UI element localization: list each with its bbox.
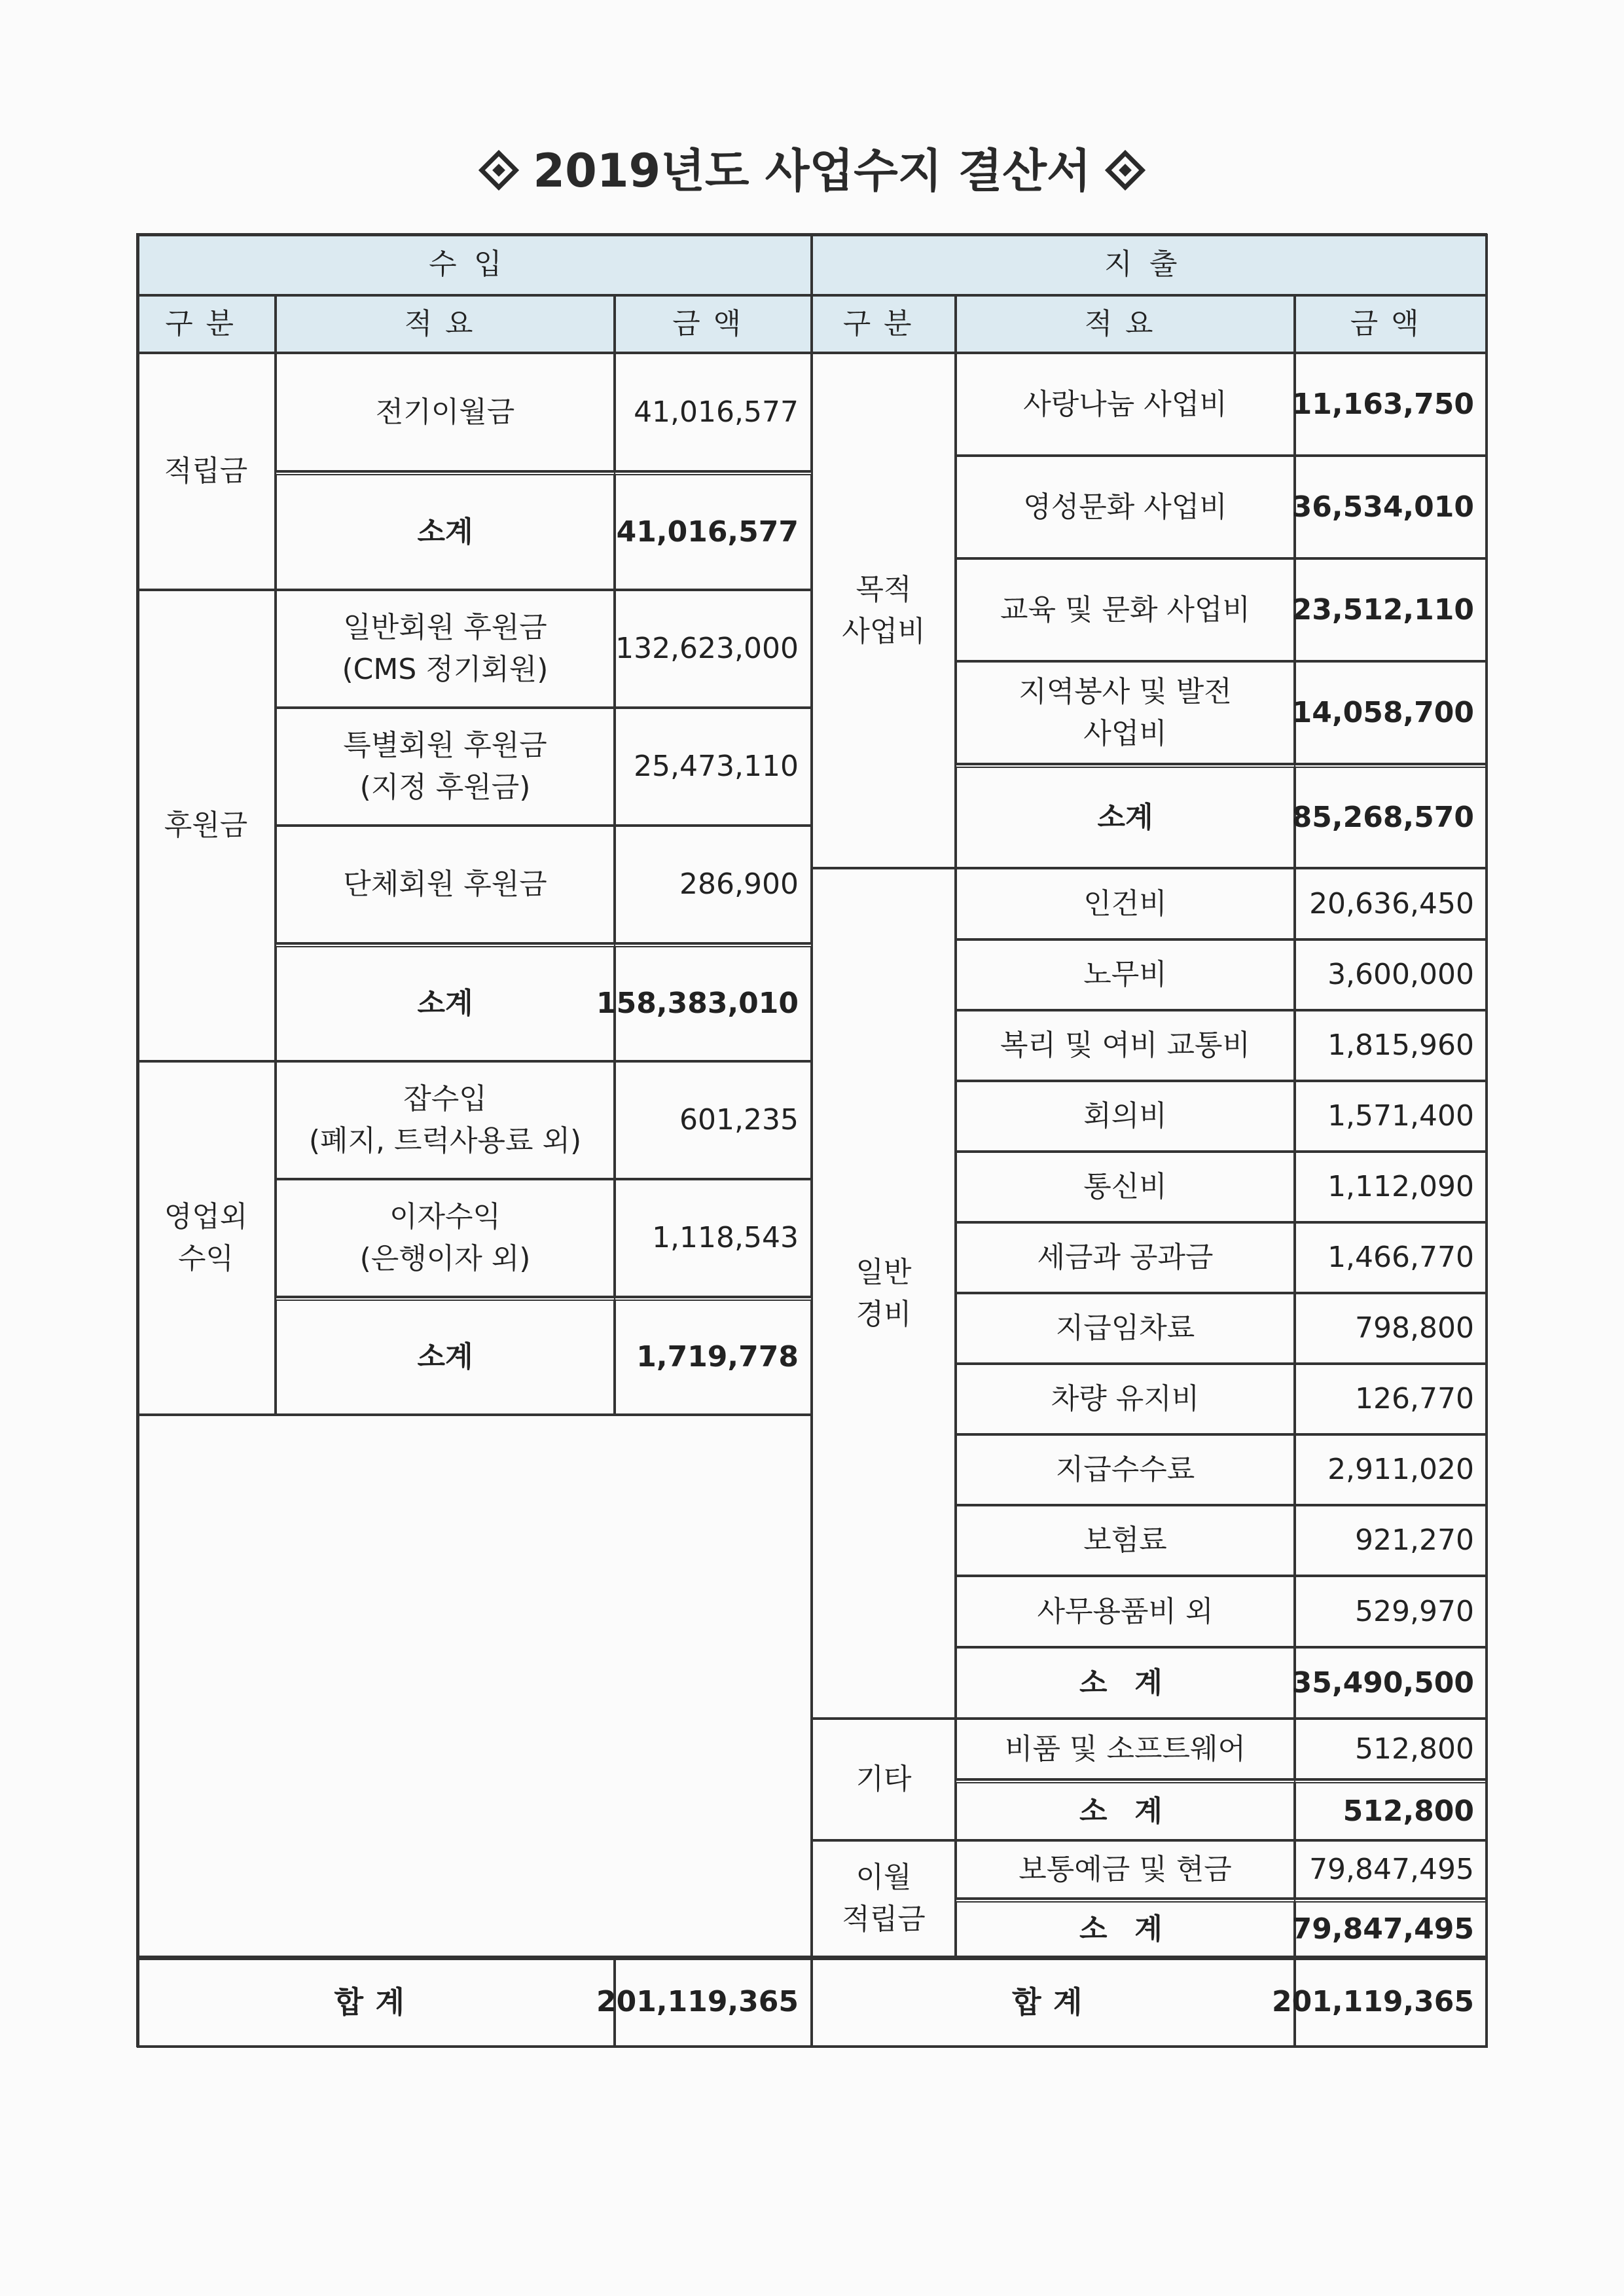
expense-amount-cell: 1,571,400: [1295, 1081, 1487, 1152]
expense-amount-cell: 36,534,010: [1295, 456, 1487, 558]
income-subtotal-label: 소계: [276, 1297, 615, 1415]
diamond-icon: [478, 150, 519, 191]
total-separator: [137, 1958, 1488, 1960]
income-amount-cell: 601,235: [615, 1061, 812, 1179]
expense-amount-cell: 23,512,110: [1295, 558, 1487, 661]
expense-category-cell: [812, 353, 956, 868]
expense-item-cell: 회의비: [956, 1081, 1295, 1152]
income-subtotal-label: 소계: [276, 471, 615, 590]
income-subtotal-amount: 1,719,778: [615, 1297, 812, 1415]
income-category-cell: 후원금: [136, 590, 276, 1061]
title-text: 2019년도 사업수지 결산서: [533, 144, 1091, 198]
expense-amount-cell: 126,770: [1295, 1364, 1487, 1434]
income-item-cell: 전기이월금: [276, 353, 615, 471]
expense-item-cell: 인건비: [956, 868, 1295, 939]
expense-item-cell: 지급임차료: [956, 1293, 1295, 1364]
income-category-cell: [136, 1061, 276, 1415]
income-item-cell: [276, 590, 615, 708]
item-line: (지정 후원금): [359, 771, 531, 804]
center-divider: [811, 234, 813, 2048]
expense-header: 지출: [812, 233, 1487, 295]
item-line: 특별회원 후원금: [343, 729, 547, 763]
expense-amount-cell: 2,911,020: [1295, 1434, 1487, 1505]
expense-item-cell: 세금과 공과금: [956, 1222, 1295, 1293]
category-line: 수익: [177, 1242, 234, 1275]
expense-item-cell: 교육 및 문화 사업비: [956, 558, 1295, 661]
income-subtotal-label: 소계: [276, 943, 615, 1061]
income-amount-cell: 25,473,110: [615, 708, 812, 826]
expense-amount-cell: 11,163,750: [1295, 353, 1487, 456]
expense-amount-cell: 1,466,770: [1295, 1222, 1487, 1293]
expense-subtotal-label: 소 계: [956, 1647, 1295, 1719]
expense-amount-cell: 14,058,700: [1295, 661, 1487, 764]
expense-item-cell: [956, 661, 1295, 764]
income-amount-cell: 41,016,577: [615, 353, 812, 471]
expense-item-cell: 복리 및 여비 교통비: [956, 1010, 1295, 1081]
expense-item-cell: 통신비: [956, 1152, 1295, 1222]
income-amount-cell: 132,623,000: [615, 590, 812, 708]
expense-item-header: 적요: [956, 295, 1295, 353]
expense-subtotal-amount: 512,800: [1295, 1779, 1487, 1840]
category-line: 사업비: [842, 614, 926, 648]
category-line: 이월: [856, 1861, 912, 1895]
income-amount-cell: 1,118,543: [615, 1179, 812, 1297]
income-subtotal-amount: 41,016,577: [615, 471, 812, 590]
expense-amount-cell: 1,112,090: [1295, 1152, 1487, 1222]
income-item-cell: [276, 708, 615, 826]
item-line: 잡수입: [403, 1082, 487, 1116]
item-line: (폐지, 트럭사용료 외): [308, 1124, 582, 1157]
document-title: [0, 134, 1624, 200]
expense-amount-cell: 79,847,495: [1295, 1840, 1487, 1899]
expense-amount-cell: 3,600,000: [1295, 939, 1487, 1010]
expense-amount-cell: 512,800: [1295, 1719, 1487, 1779]
item-line: 지역봉사 및 발전: [1019, 674, 1232, 708]
expense-total-label: 합계: [812, 1957, 1295, 2047]
income-total-label: 합계: [136, 1957, 615, 2047]
income-item-header: 적요: [276, 295, 615, 353]
item-line: (CMS 정기회원): [342, 653, 549, 686]
income-category-header: 구분: [136, 295, 276, 353]
expense-amount-header: 금액: [1295, 295, 1487, 353]
expense-subtotal-amount: 35,490,500: [1295, 1647, 1487, 1719]
item-line: 사업비: [1083, 716, 1167, 750]
income-header: 수입: [136, 233, 812, 295]
expense-subtotal-label: 소 계: [956, 1899, 1295, 1957]
category-line: 일반: [856, 1255, 912, 1289]
income-subtotal-amount: 158,383,010: [615, 943, 812, 1061]
income-amount-header: 금액: [615, 295, 812, 353]
expense-item-cell: 지급수수료: [956, 1434, 1295, 1505]
expense-category-cell: [812, 868, 956, 1719]
expense-subtotal-label: 소 계: [956, 1779, 1295, 1840]
category-line: 적립금: [842, 1903, 926, 1936]
expense-amount-cell: 798,800: [1295, 1293, 1487, 1364]
expense-item-cell: 비품 및 소프트웨어: [956, 1719, 1295, 1779]
item-line: (은행이자 외): [359, 1242, 531, 1275]
expense-item-cell: 차량 유지비: [956, 1364, 1295, 1434]
expense-amount-cell: 20,636,450: [1295, 868, 1487, 939]
expense-amount-cell: 1,815,960: [1295, 1010, 1487, 1081]
income-item-cell: [276, 1179, 615, 1297]
income-item-cell: [276, 1061, 615, 1179]
expense-subtotal-amount: 79,847,495: [1295, 1899, 1487, 1957]
expense-subtotal-label: 소계: [956, 764, 1295, 868]
expense-category-cell: [812, 1840, 956, 1957]
expense-total-amount: 201,119,365: [1295, 1957, 1487, 2047]
income-amount-cell: 286,900: [615, 826, 812, 943]
expense-item-cell: 영성문화 사업비: [956, 456, 1295, 558]
expense-item-cell: 보통예금 및 현금: [956, 1840, 1295, 1899]
expense-item-cell: 노무비: [956, 939, 1295, 1010]
expense-item-cell: 보험료: [956, 1505, 1295, 1576]
diamond-icon: [1104, 150, 1145, 191]
income-category-cell: 적립금: [136, 353, 276, 590]
expense-category-cell: 기타: [812, 1719, 956, 1840]
income-empty-area: [136, 1415, 812, 1957]
item-line: 이자수익: [389, 1200, 501, 1234]
category-line: 영업외: [164, 1200, 248, 1234]
income-total-amount: 201,119,365: [615, 1957, 812, 2047]
expense-amount-cell: 529,970: [1295, 1576, 1487, 1647]
expense-category-header: 구분: [812, 295, 956, 353]
expense-item-cell: 사무용품비 외: [956, 1576, 1295, 1647]
expense-subtotal-amount: 85,268,570: [1295, 764, 1487, 868]
category-line: 경비: [856, 1297, 912, 1331]
item-line: 일반회원 후원금: [343, 611, 547, 645]
category-line: 목적: [856, 572, 912, 606]
expense-amount-cell: 921,270: [1295, 1505, 1487, 1576]
expense-item-cell: 사랑나눔 사업비: [956, 353, 1295, 456]
income-item-cell: 단체회원 후원금: [276, 826, 615, 943]
